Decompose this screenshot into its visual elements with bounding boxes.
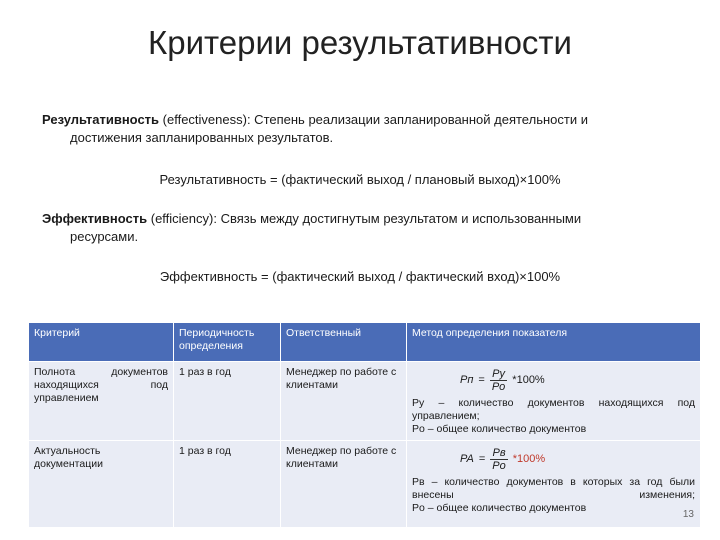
formula-equals: = (478, 453, 486, 465)
formula-multiplier: *100% (512, 374, 545, 386)
formula-denominator: Pо (491, 381, 506, 393)
cell-method (407, 362, 701, 441)
header-period: Периодичность определения (174, 323, 281, 362)
slide-title: Критерии результативности (148, 24, 572, 61)
method-description: Pв – количество документов в которых за год были внесены изменения; (412, 476, 695, 501)
method-formula (460, 447, 545, 472)
effectiveness-term: Результативность (42, 112, 160, 127)
cell-criterion: Актуальность документации (29, 441, 174, 528)
formula-denominator: Pо (492, 460, 506, 472)
efficiency-text: (efficiency): Связь между достигнутым результатом и использованными (147, 211, 582, 226)
efficiency-definition (42, 210, 682, 246)
formula-numerator: Pв (492, 447, 506, 459)
formula-numerator: Pу (492, 368, 505, 380)
formula-lhs: PA (460, 453, 474, 465)
table-header-row (29, 323, 701, 362)
table-row (29, 441, 701, 528)
formula-lhs: Pп (460, 374, 474, 386)
efficiency-text-line2: ресурсами. (70, 229, 139, 244)
cell-responsible: Менеджер по работе с клиентами (281, 362, 407, 441)
cell-criterion: Полнота документов находящихся под управлением (29, 362, 174, 441)
effectiveness-definition (42, 111, 682, 147)
formula-equals: = (478, 374, 485, 386)
formula-fraction (490, 447, 507, 472)
cell-period: 1 раз в год (174, 441, 281, 528)
formula-multiplier: *100% (512, 453, 546, 465)
header-method: Метод определения показателя (407, 323, 701, 362)
method-description: Pу – количество документов находящихся под управлением; (412, 397, 695, 422)
effectiveness-text-line2: достижения запланированных результатов. (70, 130, 334, 145)
method-description-total: Pо – общее количество документов (412, 502, 587, 514)
efficiency-term: Эффективность (42, 211, 148, 226)
effectiveness-formula: Результативность = (фактический выход / плановый выход)×100% (159, 172, 561, 187)
table-row (29, 362, 701, 441)
cell-period: 1 раз в год (174, 362, 281, 441)
effectiveness-text: (effectiveness): Степень реализации запланированной деятельности и (159, 112, 588, 127)
method-formula (460, 368, 545, 393)
formula-fraction (490, 368, 507, 393)
header-responsible: Ответственный (281, 323, 407, 362)
cell-responsible: Менеджер по работе с клиентами (281, 441, 407, 528)
header-criterion: Критерий (29, 323, 174, 362)
method-description-total: Pо – общее количество документов (412, 423, 587, 435)
efficiency-formula: Эффективность = (фактический выход / фактический вход)×100% (159, 269, 561, 284)
cell-method (407, 441, 701, 528)
criteria-table (28, 322, 701, 528)
page-number: 13 (682, 509, 694, 520)
